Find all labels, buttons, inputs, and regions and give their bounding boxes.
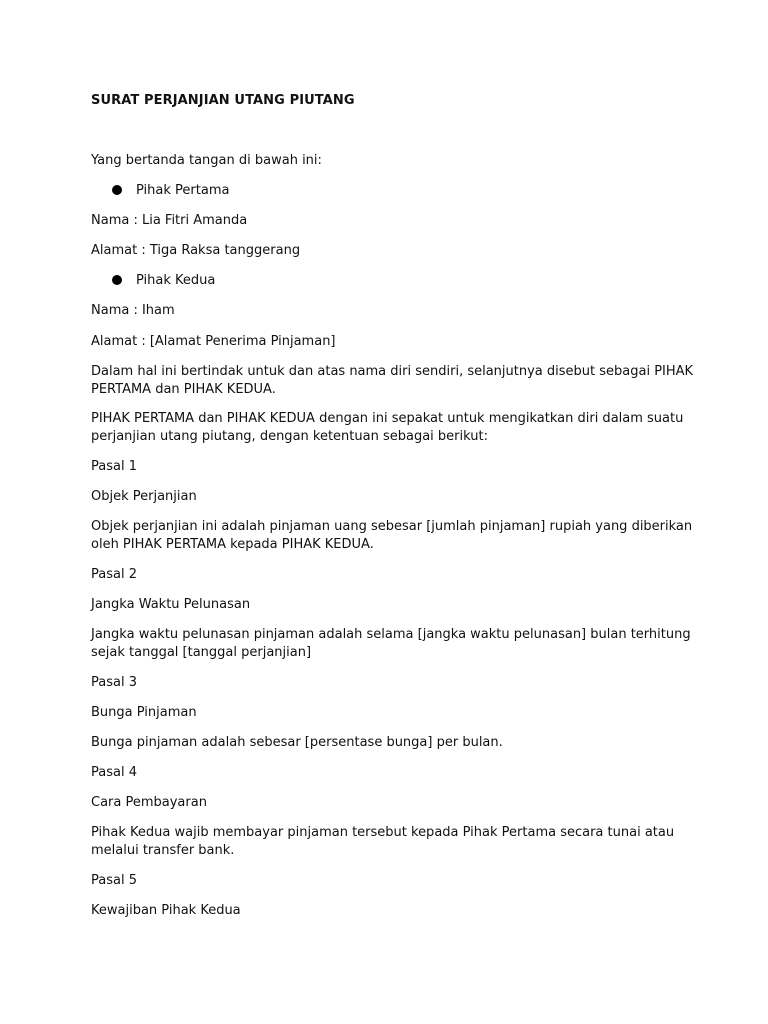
article-3-number: Pasal 3 [91,675,137,690]
paragraph-1-line-1: Dalam hal ini bertindak untuk dan atas nama diri sendiri, selanjutnya disebut sebagai PIHAK [91,364,694,379]
party2-address: Alamat : [Alamat Penerima Pinjaman] [91,334,336,349]
article-4-number: Pasal 4 [91,765,137,780]
party2-heading: Pihak Kedua [136,273,216,288]
party1-bullet-item [112,182,229,200]
article-5-number: Pasal 5 [91,873,137,888]
paragraph-1-line-2: PERTAMA dan PIHAK KEDUA. [91,382,276,397]
article-3-body-line-1: Bunga pinjaman adalah sebesar [persentase bunga] per bulan. [91,735,503,750]
party1-heading: Pihak Pertama [136,183,230,198]
party2-name: Nama : Iham [91,303,175,318]
document-title: SURAT PERJANJIAN UTANG PIUTANG [91,93,355,108]
article-4-body-line-1: Pihak Kedua wajib membayar pinjaman tersebut kepada Pihak Pertama secara tunai atau [91,825,675,840]
article-1-body-line-1: Objek perjanjian ini adalah pinjaman uang sebesar [jumlah pinjaman] rupiah yang diberikan [91,519,693,534]
article-2-number: Pasal 2 [91,567,137,582]
article-4-heading: Cara Pembayaran [91,795,207,810]
article-1-heading: Objek Perjanjian [91,489,197,504]
intro-text: Yang bertanda tangan di bawah ini: [91,153,322,168]
article-5-heading: Kewajiban Pihak Kedua [91,903,241,918]
article-1-body-line-2: oleh PIHAK PERTAMA kepada PIHAK KEDUA. [91,537,374,552]
paragraph-2-line-1: PIHAK PERTAMA dan PIHAK KEDUA dengan ini sepakat untuk mengikatkan diri dalam suatu [91,411,684,426]
bullet-icon [112,275,122,285]
bullet-icon [112,185,122,195]
article-3-heading: Bunga Pinjaman [91,705,197,720]
party1-address: Alamat : Tiga Raksa tanggerang [91,243,301,258]
party2-bullet-item [112,272,215,290]
article-4-body-line-2: melalui transfer bank. [91,843,235,858]
article-2-body-line-2: sejak tanggal [tanggal perjanjian] [91,645,312,660]
article-2-heading: Jangka Waktu Pelunasan [91,597,251,612]
party1-name: Nama : Lia Fitri Amanda [91,213,248,228]
article-1-number: Pasal 1 [91,459,137,474]
article-2-body-line-1: Jangka waktu pelunasan pinjaman adalah selama [jangka waktu pelunasan] bulan terhitung [91,627,691,642]
paragraph-2-line-2: perjanjian utang piutang, dengan ketentuan sebagai berikut: [91,429,488,444]
